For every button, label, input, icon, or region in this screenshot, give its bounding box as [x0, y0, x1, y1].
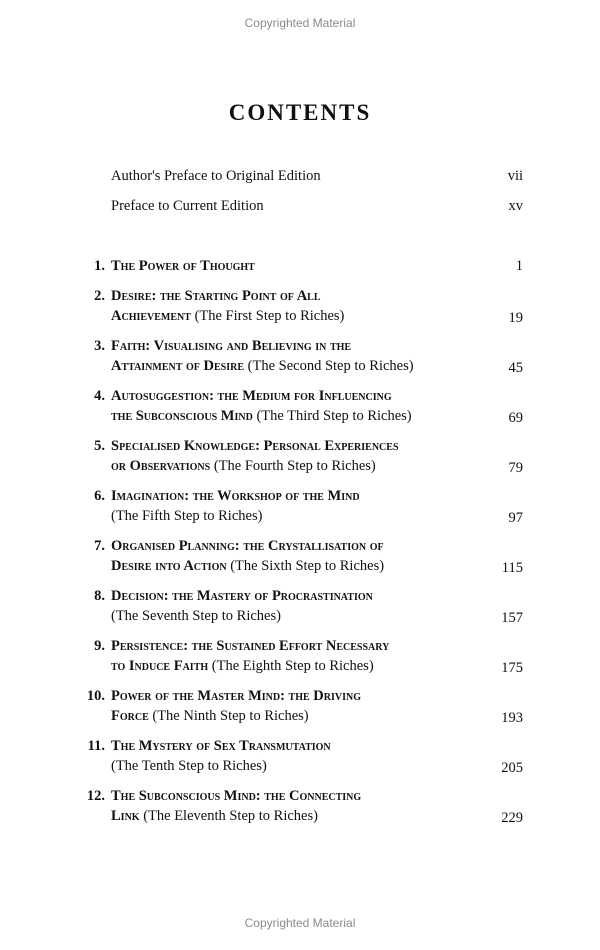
toc-chapter-2[interactable]	[60, 286, 523, 328]
chapter-page-number: 115	[501, 560, 523, 576]
toc-chapter-12[interactable]	[60, 786, 523, 828]
chapter-number: 4.	[94, 388, 105, 404]
copyright-watermark-top: Copyrighted Material	[244, 16, 356, 30]
chapter-subtitle: (The Tenth Step to Riches)	[111, 758, 267, 774]
chapter-title-continued: Achievement	[111, 308, 191, 324]
toc-preface-current[interactable]	[111, 196, 523, 216]
chapter-title-continued: to Induce Faith	[111, 658, 209, 674]
toc-chapter-7[interactable]	[60, 536, 523, 578]
toc-chapter-11[interactable]	[60, 736, 523, 778]
chapter-title: Decision: the Mastery of Procrastination	[111, 588, 373, 604]
chapter-title: The Power of Thought	[111, 258, 255, 274]
toc-chapter-1[interactable]	[60, 256, 523, 276]
chapter-title: Power of the Master Mind: the Driving	[111, 688, 361, 704]
preface-page-number: vii	[507, 168, 523, 184]
chapter-number: 2.	[94, 288, 105, 304]
chapter-number: 1.	[94, 258, 105, 274]
chapter-subtitle: (The Eighth Step to Riches)	[211, 658, 374, 674]
chapter-title: Specialised Knowledge: Personal Experiences	[111, 438, 399, 454]
chapter-subtitle: (The Eleventh Step to Riches)	[143, 808, 318, 824]
preface-page-number: xv	[508, 198, 523, 214]
chapter-subtitle: (The Third Step to Riches)	[256, 408, 412, 424]
toc-chapter-6[interactable]	[60, 486, 523, 528]
chapter-page-number: 229	[501, 810, 523, 826]
preface-title: Preface to Current Edition	[111, 198, 264, 214]
toc-chapter-3[interactable]	[60, 336, 523, 378]
chapter-number: 5.	[94, 438, 105, 454]
page-title: CONTENTS	[228, 100, 372, 125]
toc-chapter-8[interactable]	[60, 586, 523, 628]
chapter-subtitle: (The Ninth Step to Riches)	[152, 708, 309, 724]
chapter-title-continued: Force	[111, 708, 149, 724]
chapter-subtitle: (The First Step to Riches)	[194, 308, 345, 324]
chapter-subtitle: (The Fifth Step to Riches)	[111, 508, 263, 524]
chapter-title-continued: Link	[111, 808, 140, 824]
chapter-page-number: 69	[508, 410, 523, 426]
toc-chapter-9[interactable]	[60, 636, 523, 678]
chapter-number: 8.	[94, 588, 105, 604]
chapter-page-number: 19	[508, 310, 523, 326]
chapter-title: Desire: the Starting Point of All	[111, 288, 321, 304]
toc-chapter-10[interactable]	[60, 686, 523, 728]
chapter-page-number: 1	[515, 258, 523, 274]
chapter-title: Autosuggestion: the Medium for Influencing	[111, 388, 392, 404]
toc-preface-original[interactable]	[111, 166, 523, 186]
chapter-number: 9.	[94, 638, 105, 654]
chapter-subtitle: (The Seventh Step to Riches)	[111, 608, 281, 624]
chapter-title: Faith: Visualising and Believing in the	[111, 338, 352, 354]
chapter-page-number: 205	[501, 760, 523, 776]
toc-chapter-4[interactable]	[60, 386, 523, 428]
chapter-number: 10.	[86, 688, 105, 704]
chapter-title-continued: Desire into Action	[111, 558, 227, 574]
chapter-title-continued: the Subconscious Mind	[111, 408, 253, 424]
preface-title: Author's Preface to Original Edition	[111, 168, 321, 184]
toc-chapter-5[interactable]	[60, 436, 523, 478]
chapter-title: Imagination: the Workshop of the Mind	[111, 488, 360, 504]
chapter-page-number: 193	[501, 710, 523, 726]
chapter-subtitle: (The Sixth Step to Riches)	[230, 558, 385, 574]
chapter-subtitle: (The Fourth Step to Riches)	[213, 458, 376, 474]
chapter-title: The Subconscious Mind: the Connecting	[111, 788, 362, 804]
chapter-title: Persistence: the Sustained Effort Necessary	[111, 638, 390, 654]
chapter-number: 11.	[87, 738, 105, 754]
chapter-title-continued: Attainment of Desire	[111, 358, 245, 374]
chapter-page-number: 45	[508, 360, 523, 376]
chapter-title: The Mystery of Sex Transmutation	[111, 738, 331, 754]
chapter-title-continued: or Observations	[111, 458, 211, 474]
chapter-number: 7.	[94, 538, 105, 554]
chapter-number: 3.	[94, 338, 105, 354]
copyright-watermark-bottom: Copyrighted Material	[244, 916, 356, 930]
chapter-page-number: 79	[508, 460, 523, 476]
chapter-page-number: 157	[501, 610, 523, 626]
chapter-number: 12.	[86, 788, 105, 804]
chapter-page-number: 175	[501, 660, 523, 676]
chapter-subtitle: (The Second Step to Riches)	[247, 358, 414, 374]
chapter-page-number: 97	[508, 510, 523, 526]
chapter-title: Organised Planning: the Crystallisation of	[111, 538, 384, 554]
chapter-number: 6.	[94, 488, 105, 504]
